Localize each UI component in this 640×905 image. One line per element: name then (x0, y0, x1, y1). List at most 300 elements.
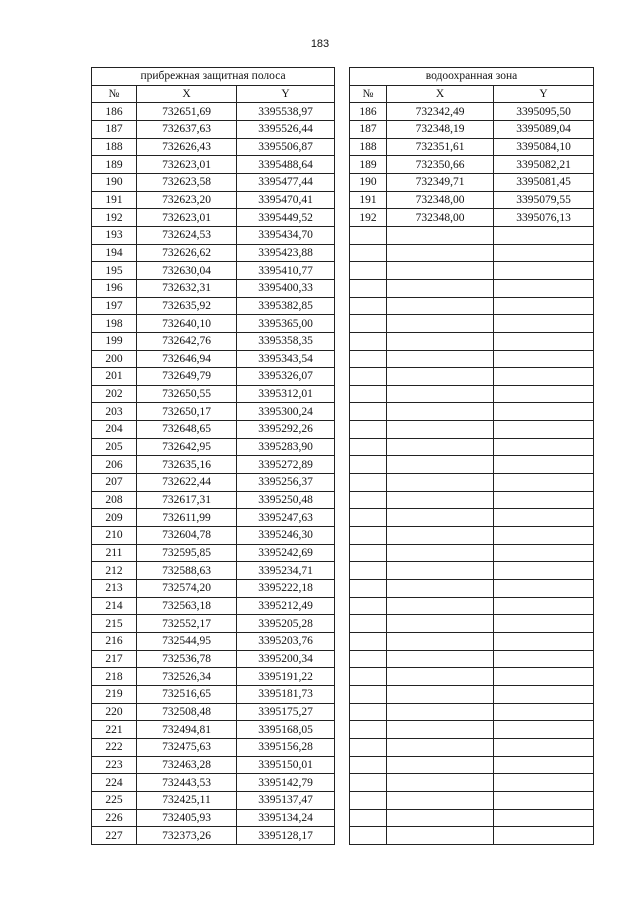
left-cell-x: 732443,53 (137, 774, 237, 792)
column-gap (335, 209, 350, 227)
table-row (92, 368, 594, 386)
left-cell-y: 3395300,24 (237, 403, 335, 421)
left-cell-number: 217 (92, 650, 137, 668)
left-cell-number: 209 (92, 509, 137, 527)
right-cell-number: 189 (350, 156, 387, 174)
left-cell-number: 190 (92, 173, 137, 191)
table-row (92, 527, 594, 545)
left-cell-x: 732651,69 (137, 103, 237, 121)
column-gap (335, 244, 350, 262)
left-cell-y: 3395343,54 (237, 350, 335, 368)
table-row (92, 809, 594, 827)
left-cell-y: 3395283,90 (237, 438, 335, 456)
column-gap (335, 774, 350, 792)
table-row (92, 633, 594, 651)
column-gap (335, 597, 350, 615)
table-row (92, 279, 594, 297)
page-number: 183 (310, 38, 330, 50)
right-cell-x (387, 262, 494, 280)
column-gap (335, 120, 350, 138)
left-cell-y: 3395272,89 (237, 456, 335, 474)
left-cell-y: 3395212,49 (237, 597, 335, 615)
left-cell-y: 3395423,88 (237, 244, 335, 262)
left-cell-number: 222 (92, 738, 137, 756)
right-cell-y (494, 474, 594, 492)
left-cell-y: 3395175,27 (237, 703, 335, 721)
left-cell-x: 732588,63 (137, 562, 237, 580)
left-cell-y: 3395181,73 (237, 685, 335, 703)
right-cell-number (350, 262, 387, 280)
right-cell-y (494, 438, 594, 456)
table-row (92, 509, 594, 527)
table-row (92, 580, 594, 598)
column-gap (335, 685, 350, 703)
table-row (92, 438, 594, 456)
table-row (92, 668, 594, 686)
left-cell-x: 732405,93 (137, 809, 237, 827)
table-body (92, 68, 594, 845)
table-row (92, 721, 594, 739)
left-cell-y: 3395137,47 (237, 791, 335, 809)
table-row (92, 191, 594, 209)
column-gap (335, 509, 350, 527)
right-cell-x (387, 385, 494, 403)
right-cell-y (494, 738, 594, 756)
right-header-x: X (387, 85, 494, 103)
right-cell-y (494, 756, 594, 774)
right-cell-x (387, 774, 494, 792)
right-cell-number (350, 791, 387, 809)
right-cell-x (387, 738, 494, 756)
right-cell-x (387, 809, 494, 827)
right-cell-x (387, 279, 494, 297)
right-cell-number (350, 562, 387, 580)
left-cell-number: 211 (92, 544, 137, 562)
left-cell-number: 188 (92, 138, 137, 156)
left-cell-x: 732595,85 (137, 544, 237, 562)
left-cell-y: 3395247,63 (237, 509, 335, 527)
left-cell-y: 3395156,28 (237, 738, 335, 756)
left-cell-x: 732552,17 (137, 615, 237, 633)
right-cell-y (494, 403, 594, 421)
right-cell-number (350, 827, 387, 845)
table-row (92, 421, 594, 439)
left-cell-y: 3395410,77 (237, 262, 335, 280)
left-cell-x: 732563,18 (137, 597, 237, 615)
right-cell-y (494, 633, 594, 651)
right-cell-x (387, 580, 494, 598)
right-cell-y (494, 315, 594, 333)
left-cell-y: 3395526,44 (237, 120, 335, 138)
right-cell-number: 190 (350, 173, 387, 191)
column-gap (335, 456, 350, 474)
table-row (92, 491, 594, 509)
left-cell-y: 3395234,71 (237, 562, 335, 580)
column-gap (335, 827, 350, 845)
left-cell-x: 732624,53 (137, 226, 237, 244)
right-cell-y (494, 809, 594, 827)
right-cell-number (350, 315, 387, 333)
right-cell-number (350, 738, 387, 756)
column-gap (335, 474, 350, 492)
right-cell-y (494, 615, 594, 633)
left-cell-number: 198 (92, 315, 137, 333)
left-cell-number: 204 (92, 421, 137, 439)
right-cell-y (494, 527, 594, 545)
right-cell-x (387, 297, 494, 315)
right-cell-y (494, 226, 594, 244)
right-cell-y: 3395079,55 (494, 191, 594, 209)
column-gap (335, 103, 350, 121)
right-cell-y (494, 456, 594, 474)
column-gap (335, 580, 350, 598)
right-cell-x (387, 244, 494, 262)
column-gap (335, 385, 350, 403)
left-cell-y: 3395200,34 (237, 650, 335, 668)
right-cell-x: 732348,00 (387, 191, 494, 209)
left-cell-x: 732508,48 (137, 703, 237, 721)
right-cell-number (350, 809, 387, 827)
right-cell-x (387, 350, 494, 368)
left-cell-x: 732623,58 (137, 173, 237, 191)
left-cell-x: 732544,95 (137, 633, 237, 651)
right-cell-number: 188 (350, 138, 387, 156)
left-cell-number: 195 (92, 262, 137, 280)
left-cell-x: 732373,26 (137, 827, 237, 845)
right-cell-x (387, 315, 494, 333)
column-gap (335, 650, 350, 668)
right-cell-number (350, 580, 387, 598)
left-cell-y: 3395326,07 (237, 368, 335, 386)
left-cell-number: 193 (92, 226, 137, 244)
left-cell-number: 226 (92, 809, 137, 827)
left-cell-y: 3395256,37 (237, 474, 335, 492)
right-cell-x: 732349,71 (387, 173, 494, 191)
right-cell-y (494, 544, 594, 562)
left-cell-number: 194 (92, 244, 137, 262)
left-cell-x: 732648,65 (137, 421, 237, 439)
left-cell-x: 732632,31 (137, 279, 237, 297)
right-cell-y (494, 562, 594, 580)
left-cell-y: 3395222,18 (237, 580, 335, 598)
left-cell-x: 732526,34 (137, 668, 237, 686)
column-gap (335, 262, 350, 280)
right-cell-number (350, 685, 387, 703)
right-cell-y (494, 421, 594, 439)
right-cell-x (387, 791, 494, 809)
right-cell-number (350, 615, 387, 633)
left-cell-number: 215 (92, 615, 137, 633)
right-cell-number (350, 668, 387, 686)
right-section-title: водоохранная зона (350, 68, 594, 86)
right-cell-x (387, 226, 494, 244)
left-cell-number: 224 (92, 774, 137, 792)
right-cell-y (494, 509, 594, 527)
left-section-title: прибрежная защитная полоса (92, 68, 335, 86)
left-cell-x: 732646,94 (137, 350, 237, 368)
table-row (92, 226, 594, 244)
left-cell-y: 3395203,76 (237, 633, 335, 651)
right-cell-number (350, 597, 387, 615)
table-row (92, 173, 594, 191)
column-gap (335, 721, 350, 739)
left-cell-number: 216 (92, 633, 137, 651)
right-cell-y (494, 580, 594, 598)
left-cell-number: 200 (92, 350, 137, 368)
right-cell-number (350, 421, 387, 439)
left-cell-y: 3395477,44 (237, 173, 335, 191)
right-cell-number: 187 (350, 120, 387, 138)
right-cell-y (494, 685, 594, 703)
left-cell-x: 732630,04 (137, 262, 237, 280)
right-cell-number (350, 491, 387, 509)
left-cell-number: 213 (92, 580, 137, 598)
left-cell-number: 201 (92, 368, 137, 386)
left-cell-x: 732649,79 (137, 368, 237, 386)
right-cell-y (494, 650, 594, 668)
right-cell-y (494, 350, 594, 368)
column-gap (335, 68, 350, 86)
right-cell-number (350, 703, 387, 721)
table-row (92, 332, 594, 350)
left-cell-number: 202 (92, 385, 137, 403)
left-cell-number: 189 (92, 156, 137, 174)
column-gap (335, 350, 350, 368)
left-cell-y: 3395538,97 (237, 103, 335, 121)
right-cell-x: 732348,19 (387, 120, 494, 138)
right-cell-y (494, 332, 594, 350)
left-cell-y: 3395365,00 (237, 315, 335, 333)
left-cell-x: 732463,28 (137, 756, 237, 774)
table-row (92, 138, 594, 156)
column-gap (335, 173, 350, 191)
left-cell-number: 191 (92, 191, 137, 209)
right-cell-x (387, 368, 494, 386)
column-gap (335, 85, 350, 103)
right-cell-number (350, 544, 387, 562)
right-cell-number (350, 385, 387, 403)
left-cell-x: 732650,17 (137, 403, 237, 421)
left-cell-y: 3395246,30 (237, 527, 335, 545)
right-cell-x: 732348,00 (387, 209, 494, 227)
left-cell-y: 3395128,17 (237, 827, 335, 845)
left-cell-number: 218 (92, 668, 137, 686)
column-gap (335, 138, 350, 156)
left-cell-number: 223 (92, 756, 137, 774)
column-gap (335, 703, 350, 721)
left-cell-y: 3395312,01 (237, 385, 335, 403)
left-cell-x: 732622,44 (137, 474, 237, 492)
left-cell-y: 3395506,87 (237, 138, 335, 156)
column-gap (335, 403, 350, 421)
column-gap (335, 791, 350, 809)
column-gap (335, 544, 350, 562)
right-cell-number (350, 456, 387, 474)
right-cell-number (350, 438, 387, 456)
left-cell-x: 732516,65 (137, 685, 237, 703)
left-cell-x: 732642,76 (137, 332, 237, 350)
left-cell-x: 732494,81 (137, 721, 237, 739)
right-cell-y (494, 774, 594, 792)
column-gap (335, 156, 350, 174)
right-cell-y: 3395095,50 (494, 103, 594, 121)
left-header-number: № (92, 85, 137, 103)
right-cell-x (387, 650, 494, 668)
right-cell-number: 186 (350, 103, 387, 121)
left-cell-number: 227 (92, 827, 137, 845)
right-cell-y (494, 491, 594, 509)
left-cell-y: 3395191,22 (237, 668, 335, 686)
left-cell-x: 732626,43 (137, 138, 237, 156)
left-cell-y: 3395134,24 (237, 809, 335, 827)
table-row (92, 385, 594, 403)
column-gap (335, 315, 350, 333)
right-cell-number (350, 368, 387, 386)
table-row (92, 650, 594, 668)
left-cell-y: 3395250,48 (237, 491, 335, 509)
left-cell-number: 186 (92, 103, 137, 121)
left-cell-number: 187 (92, 120, 137, 138)
left-cell-number: 196 (92, 279, 137, 297)
right-cell-number (350, 650, 387, 668)
right-cell-x: 732351,61 (387, 138, 494, 156)
left-cell-x: 732642,95 (137, 438, 237, 456)
table-row (92, 315, 594, 333)
left-cell-y: 3395292,26 (237, 421, 335, 439)
right-cell-number (350, 297, 387, 315)
left-cell-y: 3395470,41 (237, 191, 335, 209)
left-cell-x: 732635,92 (137, 297, 237, 315)
left-cell-y: 3395205,28 (237, 615, 335, 633)
table-row (92, 262, 594, 280)
column-gap (335, 756, 350, 774)
right-header-number: № (350, 85, 387, 103)
table-row (92, 103, 594, 121)
right-cell-y (494, 597, 594, 615)
right-cell-x (387, 491, 494, 509)
left-cell-x: 732536,78 (137, 650, 237, 668)
left-cell-number: 192 (92, 209, 137, 227)
left-cell-x: 732637,63 (137, 120, 237, 138)
right-cell-number: 192 (350, 209, 387, 227)
coordinates-table (91, 67, 594, 845)
column-header-row (92, 85, 594, 103)
right-cell-x (387, 438, 494, 456)
left-cell-number: 220 (92, 703, 137, 721)
table-row (92, 209, 594, 227)
left-cell-number: 207 (92, 474, 137, 492)
table-row (92, 827, 594, 845)
right-cell-x (387, 403, 494, 421)
right-cell-y (494, 385, 594, 403)
table-row (92, 774, 594, 792)
left-cell-x: 732425,11 (137, 791, 237, 809)
table-row (92, 738, 594, 756)
column-gap (335, 562, 350, 580)
right-cell-y: 3395084,10 (494, 138, 594, 156)
right-cell-x: 732342,49 (387, 103, 494, 121)
section-title-row (92, 68, 594, 86)
right-cell-number (350, 332, 387, 350)
table-row (92, 756, 594, 774)
left-cell-x: 732626,62 (137, 244, 237, 262)
table-row (92, 244, 594, 262)
table-row (92, 403, 594, 421)
right-cell-y: 3395089,04 (494, 120, 594, 138)
right-cell-number (350, 756, 387, 774)
left-cell-y: 3395168,05 (237, 721, 335, 739)
right-cell-y (494, 244, 594, 262)
column-gap (335, 809, 350, 827)
left-cell-number: 199 (92, 332, 137, 350)
table-row (92, 456, 594, 474)
right-cell-y: 3395082,21 (494, 156, 594, 174)
right-cell-number (350, 774, 387, 792)
table-row (92, 703, 594, 721)
left-header-x: X (137, 85, 237, 103)
column-gap (335, 527, 350, 545)
right-cell-number (350, 474, 387, 492)
left-cell-y: 3395142,79 (237, 774, 335, 792)
column-gap (335, 368, 350, 386)
column-gap (335, 297, 350, 315)
right-cell-x (387, 597, 494, 615)
left-cell-y: 3395242,69 (237, 544, 335, 562)
left-cell-number: 225 (92, 791, 137, 809)
right-cell-number (350, 244, 387, 262)
right-cell-number (350, 226, 387, 244)
right-cell-x (387, 633, 494, 651)
left-cell-y: 3395382,85 (237, 297, 335, 315)
left-cell-x: 732604,78 (137, 527, 237, 545)
column-gap (335, 738, 350, 756)
table-row (92, 597, 594, 615)
right-cell-number (350, 279, 387, 297)
column-gap (335, 615, 350, 633)
table-row (92, 297, 594, 315)
table-row (92, 791, 594, 809)
left-cell-number: 212 (92, 562, 137, 580)
table-row (92, 544, 594, 562)
right-cell-number (350, 509, 387, 527)
right-cell-y (494, 791, 594, 809)
right-cell-y (494, 721, 594, 739)
right-cell-x (387, 562, 494, 580)
table-row (92, 474, 594, 492)
right-cell-number: 191 (350, 191, 387, 209)
left-cell-x: 732640,10 (137, 315, 237, 333)
right-cell-x (387, 421, 494, 439)
right-cell-x (387, 756, 494, 774)
right-cell-x (387, 456, 494, 474)
right-cell-number (350, 403, 387, 421)
left-header-y: Y (237, 85, 335, 103)
left-cell-number: 214 (92, 597, 137, 615)
left-cell-x: 732623,20 (137, 191, 237, 209)
column-gap (335, 191, 350, 209)
table-row (92, 156, 594, 174)
table-row (92, 350, 594, 368)
column-gap (335, 633, 350, 651)
left-cell-y: 3395358,35 (237, 332, 335, 350)
right-cell-number (350, 633, 387, 651)
right-cell-y (494, 827, 594, 845)
right-cell-x (387, 509, 494, 527)
column-gap (335, 332, 350, 350)
right-cell-y (494, 668, 594, 686)
left-cell-x: 732650,55 (137, 385, 237, 403)
right-cell-number (350, 527, 387, 545)
